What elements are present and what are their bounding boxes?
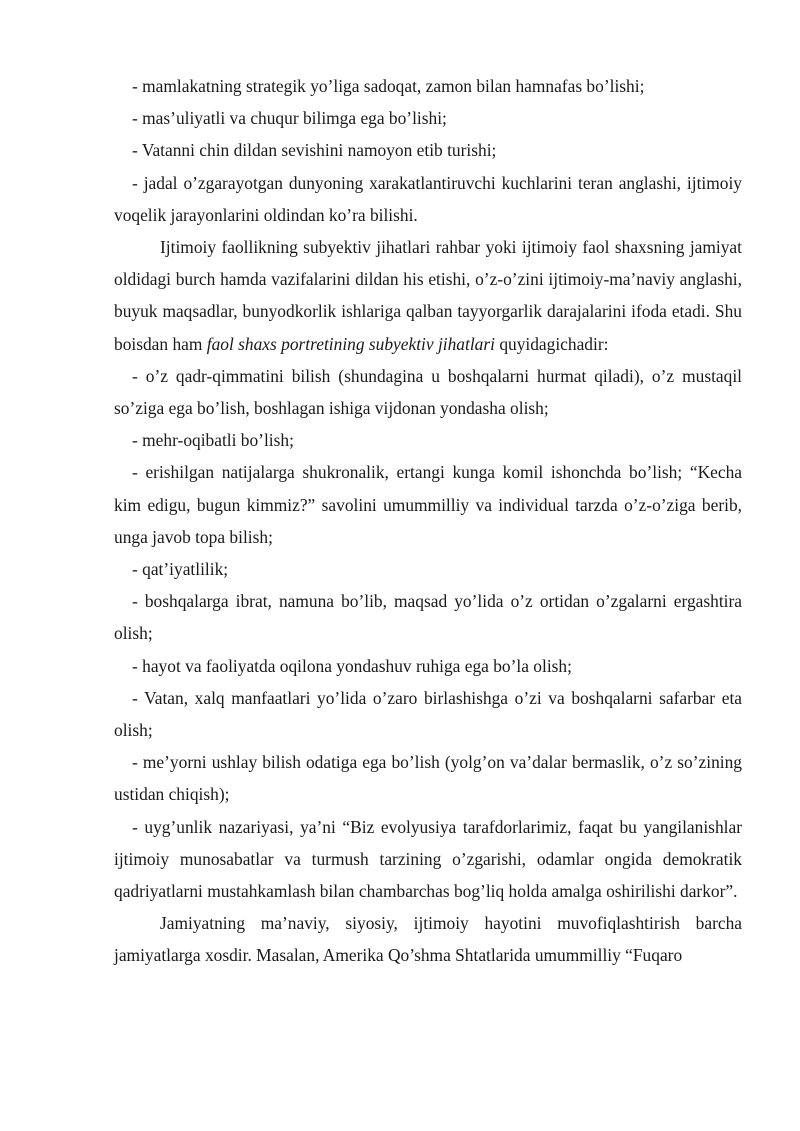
list-item: - mamlakatning strategik yo’liga sadoqat, zamon bilan hamnafas bo’lishi;	[132, 76, 645, 96]
list-item: - mehr-oqibatli bo’lish;	[132, 430, 294, 451]
list-item: - hayot va faoliyatda oqilona yondashuv ruhiga ega bo’la olish;	[132, 655, 572, 676]
list-item: - Vatanni chin dildan sevishini namoyon etib turishi;	[132, 140, 497, 161]
list-item: - erishilgan natijalarga shukronalik, ertangi kunga komil ishonchda bo’lish; “Kecha kim edigu, bugun kimmiz?” savolini umummilliy va individual tarzda o’z-o’ziga berib, unga javob topa bilish;	[114, 462, 742, 547]
paragraph-text: Ijtimoiy faollikning subyektiv jihatlari rahbar yoki ijtimoiy faol shaxsning jamiyat oldidagi burch hamda vazifalarini dildan his etishi, o’z-o’zini ijtimoiy-ma’naviy anglashi, buyuk maqsadlar, bunyodkorlik ishlariga qalban tayyorgarlik darajalarini ifoda etadi. Shu boisdan ham	[114, 237, 742, 354]
paragraph-subjective-aspects	[114, 231, 742, 360]
list-item: - boshqalarga ibrat, namuna bo’lib, maqsad yo’lida o’z ortidan o’zgalarni ergashtira olish;	[114, 591, 742, 644]
list-item: - Vatan, xalq manfaatlari yo’lida o’zaro birlashishga o’zi va boshqalarni safarbar eta olish;	[114, 687, 742, 741]
list-item: - me’yorni ushlay bilish odatiga ega bo’lish (yolg’on va’dalar bermaslik, o’z so’zining ustidan chiqish);	[114, 752, 742, 805]
list-item: - o’z qadr-qimmatini bilish (shundagina u boshqalarni hurmat qiladi), o’z mustaqil so’ziga ega bo’lish, boshlagan ishiga vijdonan yondasha olish;	[114, 365, 742, 419]
emphasis-text: faol shaxs portretining subyektiv jihatlari	[206, 333, 495, 354]
paragraph-text: quyidagichadir:	[494, 333, 609, 354]
list-item: - uyg’unlik nazariyasi, ya’ni “Biz evolyusiya tarafdorlarimiz, faqat bu yangilanishlar ijtimoiy munosabatlar va turmush tarzining o’zgarishi, odamlar ongida demokratik qadriyatlarni mustahkamlash bilan chambarchas bog’liq holda amalga oshirilishi darkor”.	[114, 816, 742, 902]
list-item: - jadal o’zgarayotgan dunyoning xarakatlantiruvchi kuchlarini teran anglashi, ijtimoiy voqelik jarayonlarini oldindan ko’ra bilishi.	[114, 172, 742, 225]
list-item: - mas’uliyatli va chuqur bilimga ega bo’lishi;	[132, 108, 447, 129]
list-item: - qat’iyatlilik;	[132, 559, 229, 580]
paragraph-society: Jamiyatning ma’naviy, siyosiy, ijtimoiy hayotini muvofiqlashtirish barcha jamiyatlarga xosdir. Masalan, Amerika Qo’shma Shtatlarida umummilliy “Fuqaro	[114, 913, 742, 966]
document-page	[114, 70, 742, 972]
